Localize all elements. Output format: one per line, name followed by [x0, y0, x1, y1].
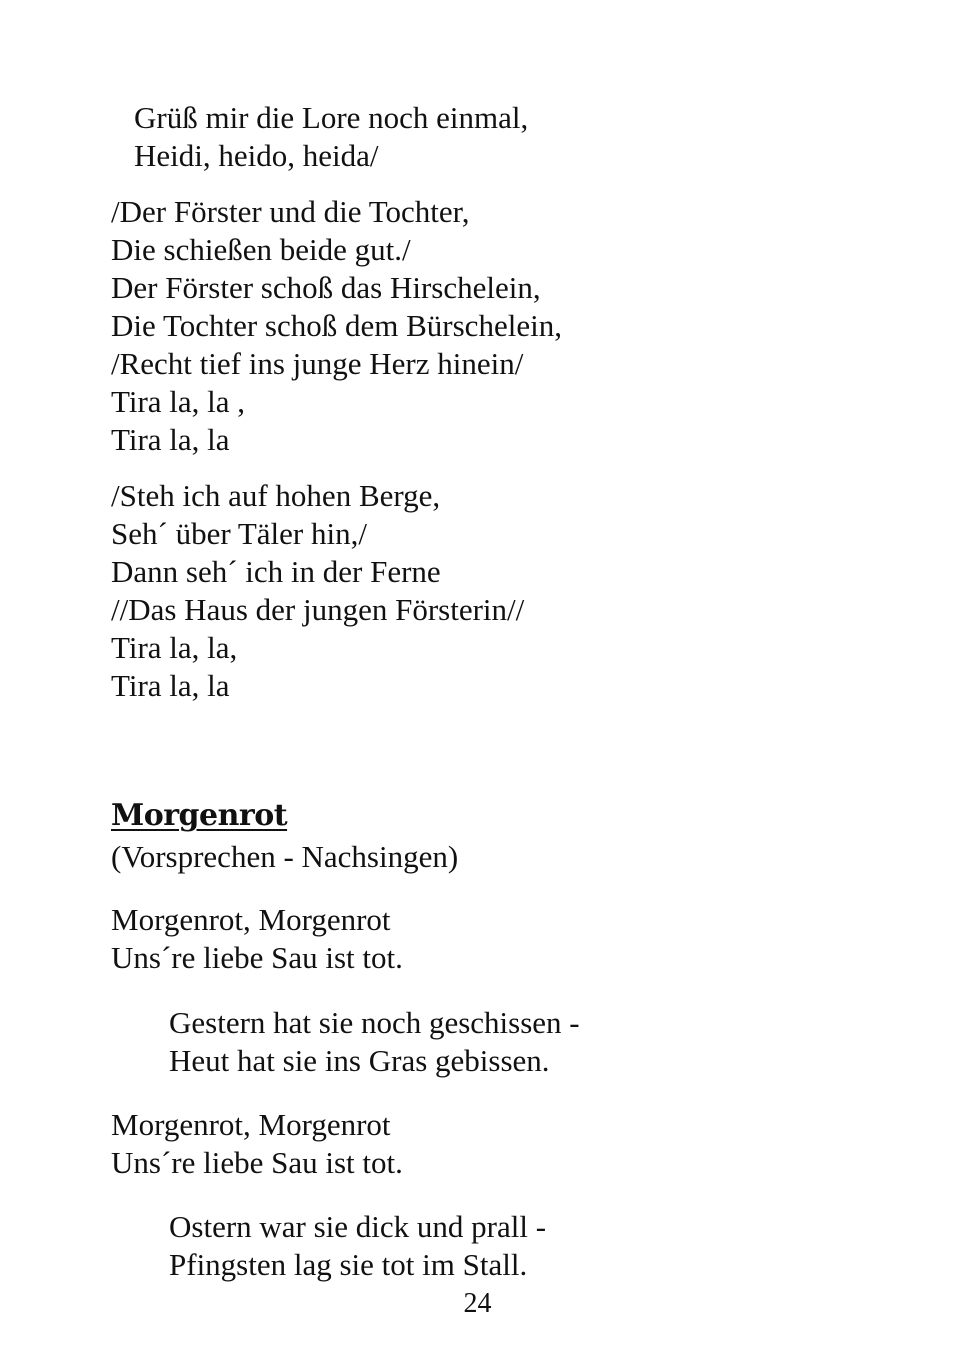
song2-refrain-2 — [111, 1106, 403, 1182]
lyric-line: Der Förster schoß das Hirschelein, — [111, 270, 541, 305]
page-number: 24 — [463, 1288, 492, 1319]
lyric-line: Die Tochter schoß dem Bürschelein, — [111, 308, 562, 343]
lyric-line: //Das Haus der jungen Försterin// — [111, 592, 525, 627]
lyric-line: Die schießen beide gut./ — [111, 232, 411, 267]
lyric-line: Seh´ über Täler hin,/ — [111, 516, 367, 551]
lyric-line: Ostern war sie dick und prall - — [169, 1209, 547, 1244]
song1-verse-2 — [111, 193, 562, 459]
lyric-line: Tira la, la — [111, 422, 230, 457]
lyric-line: Tira la, la — [111, 668, 230, 703]
lyric-line: Heidi, heido, heida/ — [134, 138, 379, 173]
lyric-line: Heut hat sie ins Gras gebissen. — [169, 1043, 550, 1078]
song2-verse-2 — [169, 1208, 546, 1284]
lyric-line: Pfingsten lag sie tot im Stall. — [169, 1247, 528, 1282]
lyric-line: /Recht tief ins junge Herz hinein/ — [111, 346, 524, 381]
song2-verse-1 — [169, 1004, 580, 1080]
lyric-line: Uns´re liebe Sau ist tot. — [111, 1145, 403, 1180]
lyric-line: Dann seh´ ich in der Ferne — [111, 554, 441, 589]
lyric-line: Morgenrot, Morgenrot — [111, 902, 391, 937]
lyric-line: /Der Förster und die Tochter, — [111, 194, 470, 229]
song1-verse-end — [134, 99, 528, 175]
lyric-line: Tira la, la, — [111, 630, 238, 665]
lyric-line: /Steh ich auf hohen Berge, — [111, 478, 441, 513]
lyric-line: Grüß mir die Lore noch einmal, — [134, 100, 529, 135]
performance-note: (Vorsprechen - Nachsingen) — [111, 839, 459, 874]
song-title: Morgenrot — [111, 798, 288, 833]
lyric-line: Uns´re liebe Sau ist tot. — [111, 940, 403, 975]
lyric-line: Tira la, la , — [111, 384, 246, 419]
song2-note — [111, 838, 458, 876]
lyric-line: Morgenrot, Morgenrot — [111, 1107, 391, 1142]
lyric-line: Gestern hat sie noch geschissen - — [169, 1005, 580, 1040]
song1-verse-3 — [111, 477, 524, 705]
song2-refrain-1 — [111, 901, 403, 977]
